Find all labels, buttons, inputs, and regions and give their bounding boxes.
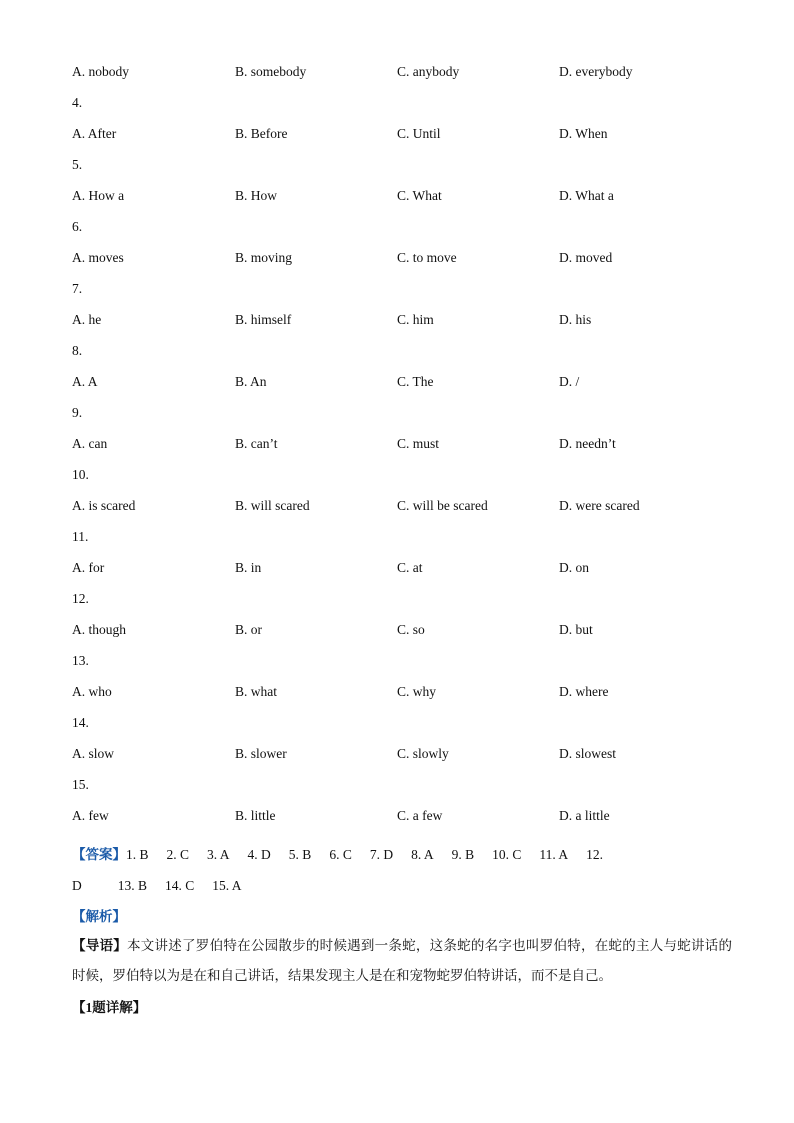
option-d: D. When	[559, 126, 608, 141]
option-d: D. but	[559, 622, 593, 637]
option-a: A. he	[72, 312, 102, 327]
answer-item: 15. A	[212, 878, 242, 893]
question-number: 7.	[72, 281, 83, 296]
option-b: B. Before	[235, 126, 288, 141]
option-d: D. moved	[559, 250, 613, 265]
option-b: B. in	[235, 560, 262, 575]
analysis-heading: 【解析】	[72, 909, 126, 924]
option-a: A. After	[72, 126, 117, 141]
option-a: A. though	[72, 622, 126, 637]
option-c: C. must	[397, 436, 440, 451]
answer-item: 14. C	[165, 878, 195, 893]
question-number: 4.	[72, 95, 83, 110]
answer-item: 6. C	[329, 847, 352, 862]
option-a: A. for	[72, 560, 105, 575]
answer-item: 10. C	[492, 847, 522, 862]
option-c: C. to move	[397, 250, 457, 265]
option-c: C. a few	[397, 808, 443, 823]
option-d: D. were scared	[559, 498, 640, 513]
option-b: B. what	[235, 684, 277, 699]
intro-text: 本文讲述了罗伯特在公园散步的时候遇到一条蛇，这条蛇的名字也叫罗伯特，在蛇的主人与蛇讲话的时候，罗伯特以为是在和自己讲话，结果发现主人是在和宠物蛇罗伯特讲话，而不是自己。	[72, 938, 733, 983]
option-d: D. where	[559, 684, 609, 699]
option-c: C. The	[397, 374, 434, 389]
answer-tag: 【答案】	[72, 847, 126, 862]
option-d: D. What a	[559, 188, 614, 203]
answer-item: 8. A	[411, 847, 434, 862]
option-d: D. slowest	[559, 746, 616, 761]
option-a: A. slow	[72, 746, 115, 761]
answer-item: 1. B	[126, 847, 149, 862]
option-row	[72, 684, 732, 706]
option-c: C. will be scared	[397, 498, 488, 513]
option-a: A. is scared	[72, 498, 136, 513]
option-row	[72, 808, 732, 830]
option-d: D. /	[559, 374, 580, 389]
option-c: C. What	[397, 188, 442, 203]
option-b: B. can’t	[235, 436, 278, 451]
option-row	[72, 498, 732, 520]
option-c: C. slowly	[397, 746, 449, 761]
question-number: 10.	[72, 467, 89, 482]
answer-item: 4. D	[247, 847, 271, 862]
option-a: A. who	[72, 684, 112, 699]
question-number: 5.	[72, 157, 83, 172]
option-c: C. why	[397, 684, 437, 699]
option-row	[72, 64, 732, 86]
option-b: B. or	[235, 622, 262, 637]
answer-item: 11. A	[539, 847, 569, 862]
option-d: D. everybody	[559, 64, 633, 79]
answer-item: 3. A	[207, 847, 230, 862]
option-row	[72, 188, 732, 210]
option-row	[72, 622, 732, 644]
option-row	[72, 436, 732, 458]
question-number: 15.	[72, 777, 89, 792]
option-a: A. can	[72, 436, 108, 451]
intro-tag: 【导语】	[72, 938, 128, 953]
option-a: A. few	[72, 808, 109, 823]
option-row	[72, 126, 732, 148]
document-page	[72, 64, 732, 1023]
option-a: A. How a	[72, 188, 125, 203]
answer-item: 2. C	[166, 847, 190, 862]
option-a: A. nobody	[72, 64, 129, 79]
question-number: 14.	[72, 715, 89, 730]
option-a: A. A	[72, 374, 98, 389]
option-c: C. at	[397, 560, 423, 575]
option-d: D. his	[559, 312, 592, 327]
option-b: B. How	[235, 188, 278, 203]
option-c: C. anybody	[397, 64, 460, 79]
option-row	[72, 250, 732, 272]
option-b: B. little	[235, 808, 276, 823]
answer-item: D	[72, 878, 82, 893]
option-b: B. An	[235, 374, 267, 389]
option-row	[72, 746, 732, 768]
option-b: B. moving	[235, 250, 293, 265]
option-c: C. so	[397, 622, 425, 637]
answer-item: 13. B	[117, 878, 148, 893]
answer-key	[72, 839, 732, 901]
answer-line	[72, 870, 732, 901]
option-b: B. slower	[235, 746, 287, 761]
answer-item: 12.	[586, 847, 604, 862]
question-number: 11.	[72, 529, 89, 544]
answer-item: 5. B	[288, 847, 312, 862]
answer-line	[72, 839, 732, 870]
option-c: C. him	[397, 312, 434, 327]
detail-heading: 【1题详解】	[72, 1000, 147, 1015]
answer-item: 9. B	[451, 847, 475, 862]
question-number: 9.	[72, 405, 83, 420]
option-row	[72, 560, 732, 582]
option-row	[72, 374, 732, 396]
question-number: 8.	[72, 343, 83, 358]
option-b: B. somebody	[235, 64, 307, 79]
option-c: C. Until	[397, 126, 441, 141]
option-b: B. will scared	[235, 498, 310, 513]
answer-item: 7. D	[369, 847, 394, 862]
question-number: 13.	[72, 653, 89, 668]
intro-paragraph	[72, 931, 732, 991]
question-number: 12.	[72, 591, 89, 606]
option-d: D. on	[559, 560, 589, 575]
option-d: D. needn’t	[559, 436, 616, 451]
option-d: D. a little	[559, 808, 610, 823]
option-row	[72, 312, 732, 334]
option-b: B. himself	[235, 312, 292, 327]
question-number: 6.	[72, 219, 83, 234]
option-a: A. moves	[72, 250, 124, 265]
